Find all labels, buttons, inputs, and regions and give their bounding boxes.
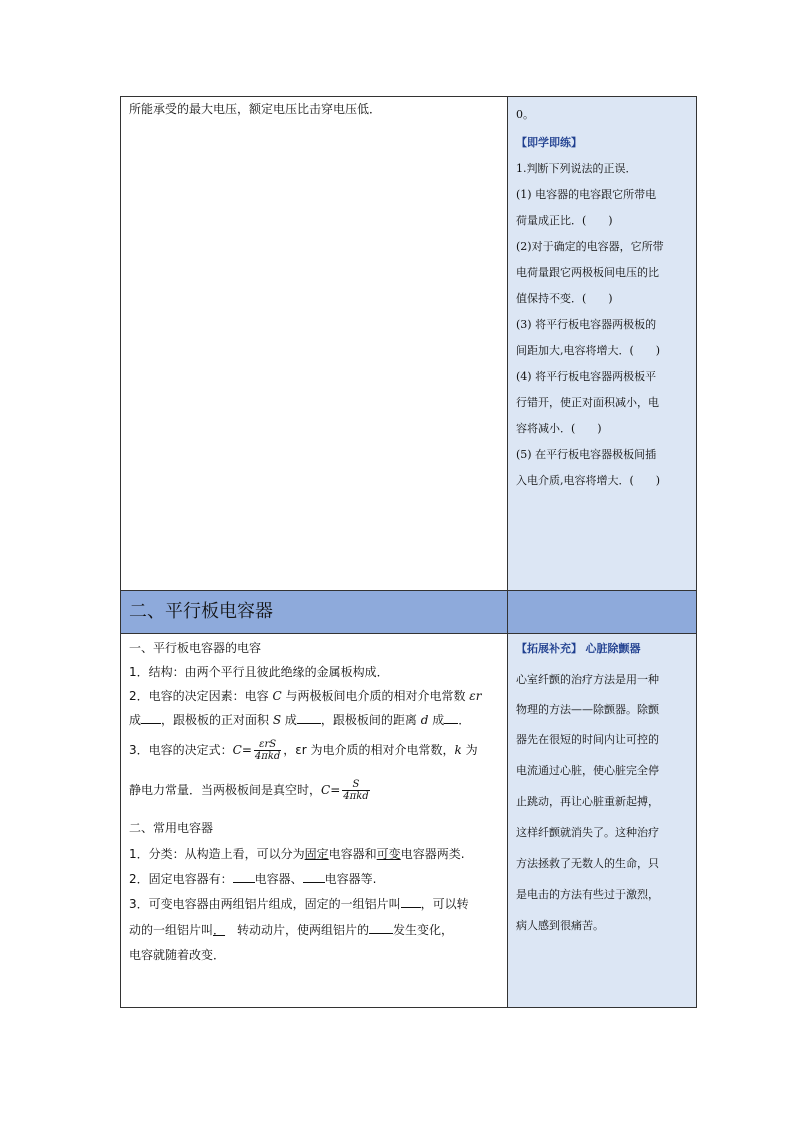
text-run: ． [458, 713, 471, 727]
point-formula-line2 [129, 778, 372, 802]
supplement-line: 电流通过心脏，使心脏完全停 [516, 764, 659, 777]
text-run: 3．可变电容器由两组铝片组成，固定的一组铝片叫 [129, 897, 401, 911]
text-run: 静电力常量．当两极板间是真空时， [129, 783, 322, 797]
exercise-line: 1.判断下列说法的正误． [516, 162, 637, 175]
symbol-d: d [420, 713, 429, 727]
point-factors [129, 688, 481, 704]
exercise-line: (3) 将平行板电容器两极板的 [516, 318, 657, 331]
point-classification [129, 846, 465, 862]
point-fixed [129, 871, 376, 887]
fill-blank [444, 712, 458, 724]
subheading-2: 二、常用电容器 [129, 821, 214, 835]
point-variable [129, 896, 469, 912]
fraction-numerator: S [342, 779, 369, 791]
notes-cell [121, 97, 508, 590]
exercise-line: 行错开，使正对面积减小，电 [516, 396, 659, 409]
text-run: 电容器两类. [400, 847, 465, 861]
symbol-c: C [321, 783, 331, 797]
section-band [121, 590, 508, 633]
fraction-numerator: εrS [254, 739, 281, 751]
text-run: 成 [129, 713, 142, 727]
point-structure: 1．结构：由两个平行且彼此绝缘的金属板构成． [129, 665, 389, 679]
lead-text: 0。 [516, 108, 534, 121]
equals-sign: = [330, 783, 341, 797]
exercise-line: 电荷量跟它两极板间电压的比 [516, 266, 659, 279]
exercise-line: (5) 在平行板电容器极板间插 [516, 448, 657, 461]
text-run: ，εr 为电介质的相对介电常数， [283, 743, 455, 757]
text-run: 2．电容的决定因素：电容 [129, 689, 273, 703]
fraction-denominator: 4πkd [254, 751, 281, 762]
exercise-line: (1) 电容器的电容跟它所带电 [516, 188, 657, 201]
section-title: 二、平行板电容器 [129, 601, 273, 622]
continued-text: 所能承受的最大电压，额定电压比击穿电压低． [129, 102, 382, 116]
content-cell [121, 633, 508, 1007]
exercise-line: (4) 将平行板电容器两极板平 [516, 370, 657, 383]
fill-blank [233, 871, 255, 883]
fill-blank [141, 712, 161, 724]
lesson-table [120, 96, 697, 1008]
exercise-line: 容将减小．( ) [516, 422, 602, 435]
supplement-line: 器先在很短的时间内让可控的 [516, 733, 659, 746]
supplement-heading [516, 641, 641, 656]
exercise-cell [508, 97, 696, 590]
text-run: 动的一组铝片叫 [129, 923, 214, 937]
text-run: 3．电容的决定式： [129, 743, 233, 757]
vacuum-fraction [342, 779, 369, 802]
point-formula [129, 738, 478, 762]
text-run: ，可以转 [420, 897, 469, 911]
point-variable-line2 [129, 922, 453, 938]
fill-blank [297, 712, 321, 724]
supplement-line: 病人感到很痛苦。 [516, 919, 604, 932]
text-run: 电容器、 [254, 872, 303, 886]
subheading-1: 一、平行板电容器的电容 [129, 641, 262, 655]
text-run: 发生变化， [393, 923, 454, 937]
text-run: 1．分类：从构造上看，可以分为 [129, 847, 305, 861]
section-band-right [508, 590, 696, 633]
text-run: 为 [461, 743, 478, 757]
supplement-line: 止跳动，再让心脏重新起搏， [516, 795, 659, 808]
symbol-c: C [272, 689, 282, 703]
symbol-eps: εr [469, 689, 482, 703]
text-run: 电容器和 [328, 847, 377, 861]
text-run: ，跟极板间的距离 [320, 713, 421, 727]
supplement-line: 方法拯救了无数人的生命，只 [516, 857, 659, 870]
exercise-line: 入电介质,电容将增大．( ) [516, 474, 661, 487]
supplement-line: 是电击的方法有些过于激烈， [516, 888, 659, 901]
fill-blank: ． [213, 923, 226, 937]
text-run: 2．固定电容器有： [129, 872, 233, 886]
fill-blank [369, 922, 393, 934]
text-run: 转动动片，使两组铝片的 [237, 923, 370, 937]
point-variable-line3: 电容就随着改变． [129, 948, 226, 962]
fill-blank [303, 871, 325, 883]
text-run: 与两极板间电介质的相对介电常数 [281, 689, 470, 703]
point-factors-line2 [129, 712, 470, 728]
supplement-topic: 心脏除颤器 [585, 642, 641, 655]
fill-blank [401, 896, 421, 908]
exercise-line: 荷量成正比．( ) [516, 214, 613, 227]
exercise-line: (2)对于确定的电容器，它所带 [516, 240, 664, 253]
supplement-line: 心室纤颤的治疗方法是用一种 [516, 673, 659, 686]
underlined-term: 固定 [304, 847, 329, 861]
supplement-line: 这样纤颤就消失了。这种治疗 [516, 826, 659, 839]
symbol-s: S [272, 713, 282, 727]
fraction-denominator: 4πkd [343, 791, 369, 802]
formula-fraction [254, 739, 281, 762]
text-run: 成 [281, 713, 297, 727]
supplement-tag: 【拓展补充】 [516, 642, 582, 655]
supplement-cell [508, 633, 696, 1007]
text-run: ，跟极板的正对面积 [161, 713, 273, 727]
supplement-line: 物理的方法——除颤器。除颤 [516, 703, 659, 716]
underlined-term: 可变 [376, 847, 401, 861]
exercise-heading: 【即学即练】 [516, 136, 582, 149]
exercise-line: 值保持不变．( ) [516, 292, 613, 305]
text-run: 成 [428, 713, 445, 727]
exercise-line: 间距加大,电容将增大．( ) [516, 344, 661, 357]
symbol-k: k [454, 743, 462, 757]
text-run: 电容器等. [324, 872, 377, 886]
equals-sign: = [241, 743, 252, 757]
symbol-c: C [232, 743, 242, 757]
